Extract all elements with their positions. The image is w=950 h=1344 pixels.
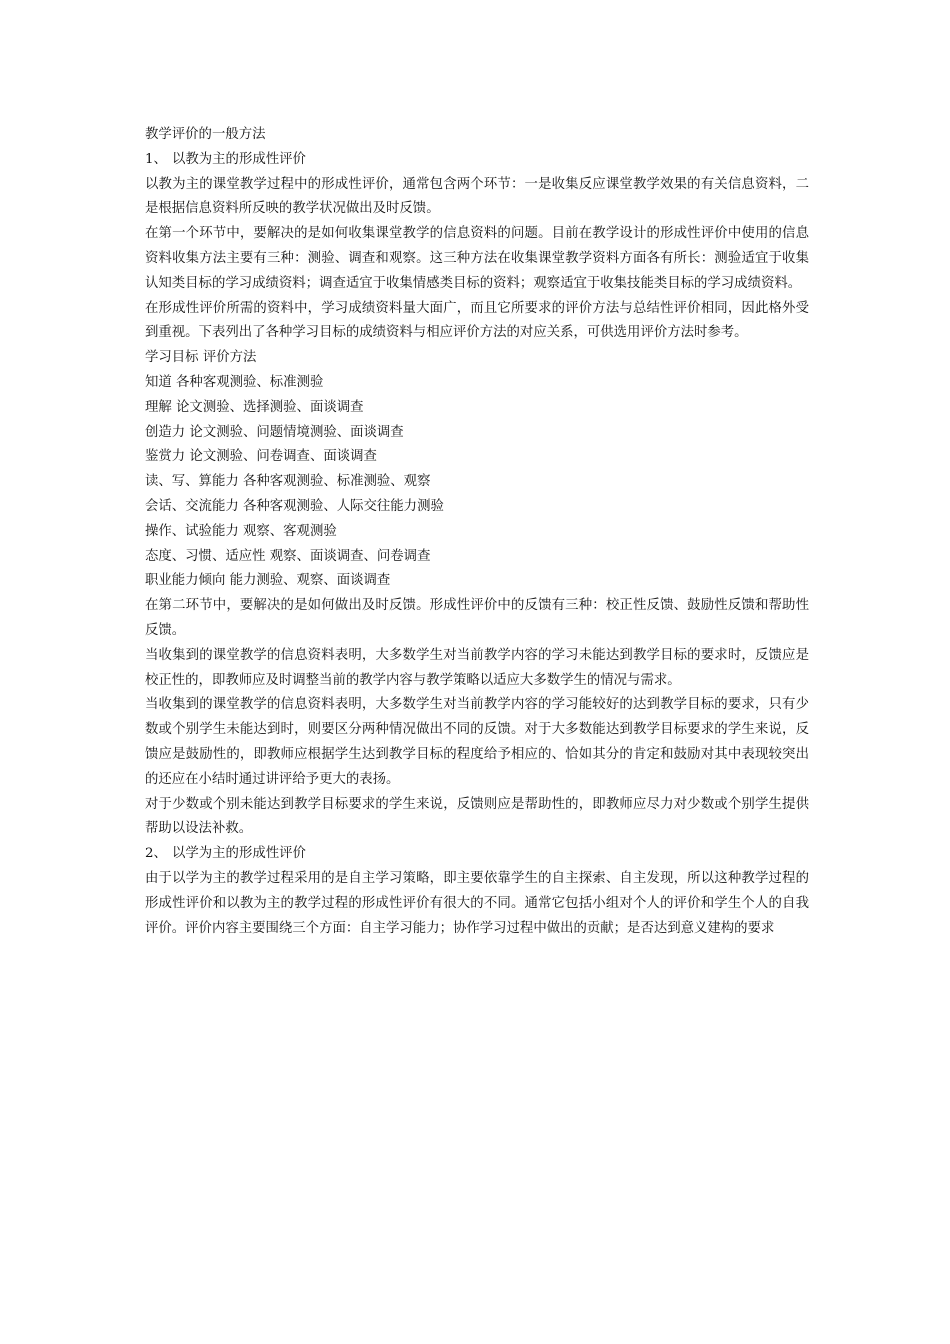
section1-heading — [145, 148, 809, 173]
document-title: 教学评价的一般方法 — [145, 127, 266, 142]
section1-number: 1、 — [145, 151, 167, 167]
document-body — [145, 123, 809, 941]
table-row: 读、写、算能力 各种客观测验、标准测验、观察 — [145, 474, 431, 490]
section1-paragraph-4: 在第二环节中，要解决的是如何做出及时反馈。形成性评价中的反馈有三种：校正性反馈、鼓励性反馈和帮助性反馈。 — [145, 598, 809, 638]
section1-paragraph-5: 当收集到的课堂教学的信息资料表明，大多数学生对当前教学内容的学习未能达到教学目标的要求时，反馈应是校正性的，即教师应及时调整当前的教学内容与教学策略以适应大多数学生的情况与需求。 — [145, 647, 809, 688]
table-row: 操作、试验能力 观察、客观测验 — [145, 523, 337, 539]
table-row: 创造力 论文测验、问题情境测验、面谈调查 — [145, 424, 404, 440]
section1-paragraph-3: 在形成性评价所需的资料中，学习成绩资料量大面广，而且它所要求的评价方法与总结性评价相同，因此格外受到重视。下表列出了各种学习目标的成绩资料与相应评价方法的对应关系，可供选用评价方法时参考。 — [145, 300, 809, 341]
table-header: 学习目标 评价方法 — [145, 350, 257, 366]
table-row: 理解 论文测验、选择测验、面谈调查 — [145, 399, 364, 415]
section1-paragraph-6: 当收集到的课堂教学的信息资料表明，大多数学生对当前教学内容的学习能较好的达到教学目标的要求，只有少数或个别学生未能达到时，则要区分两种情况做出不同的反馈。对于大多数能达到教学目标要求的学生来说，反馈应是鼓励性的，即教师应根据学生达到教学目标的程度给予相应的、恰如其分的肯定和鼓励对其中表现较突出的还应在小结时通过讲评给予更大的表扬。 — [145, 697, 809, 787]
section2-number: 2、 — [145, 846, 167, 862]
section2-heading — [145, 842, 809, 867]
section2-heading-text: 以学为主的形成性评价 — [172, 846, 306, 862]
section1-paragraph-2: 在第一个环节中，要解决的是如何收集课堂教学的信息资料的问题。目前在教学设计的形成性评价中使用的信息资料收集方法主要有三种：测验、调查和观察。这三种方法在收集课堂教学资料方面各有所长：测验适宜于收集认知类目标的学习成绩资料；调查适宜于收集情感类目标的资料；观察适宜于收集技能类目标的学习成绩资料。 — [145, 226, 809, 291]
table-row: 鉴赏力 论文测验、问卷调查、面谈调查 — [145, 449, 377, 465]
table-row: 会话、交流能力 各种客观测验、人际交往能力测验 — [145, 498, 444, 514]
section1-heading-text: 以教为主的形成性评价 — [172, 151, 306, 167]
table-row: 职业能力倾向 能力测验、观察、面谈调查 — [145, 573, 391, 589]
section1-paragraph-7: 对于少数或个别未能达到教学目标要求的学生来说，反馈则应是帮助性的，即教师应尽力对少数或个别学生提供帮助以设法补救。 — [145, 796, 809, 837]
table-row: 知道 各种客观测验、标准测验 — [145, 374, 324, 390]
section2-paragraph-1: 由于以学为主的教学过程采用的是自主学习策略，即主要依靠学生的自主探索、自主发现，所以这种教学过程的形成性评价和以教为主的教学过程的形成性评价有很大的不同。通常它包括小组对个人的评价和学生个人的自我评价。评价内容主要围绕三个方面：自主学习能力；协作学习过程中做出的贡献；是否达到意义建构的要求 — [145, 870, 809, 936]
table-row: 态度、习惯、适应性 观察、面谈调查、问卷调查 — [145, 548, 431, 564]
section1-paragraph-1: 以教为主的课堂教学过程中的形成性评价，通常包含两个环节：一是收集反应课堂教学效果的有关信息资料，二是根据信息资料所反映的教学状况做出及时反馈。 — [145, 176, 809, 217]
